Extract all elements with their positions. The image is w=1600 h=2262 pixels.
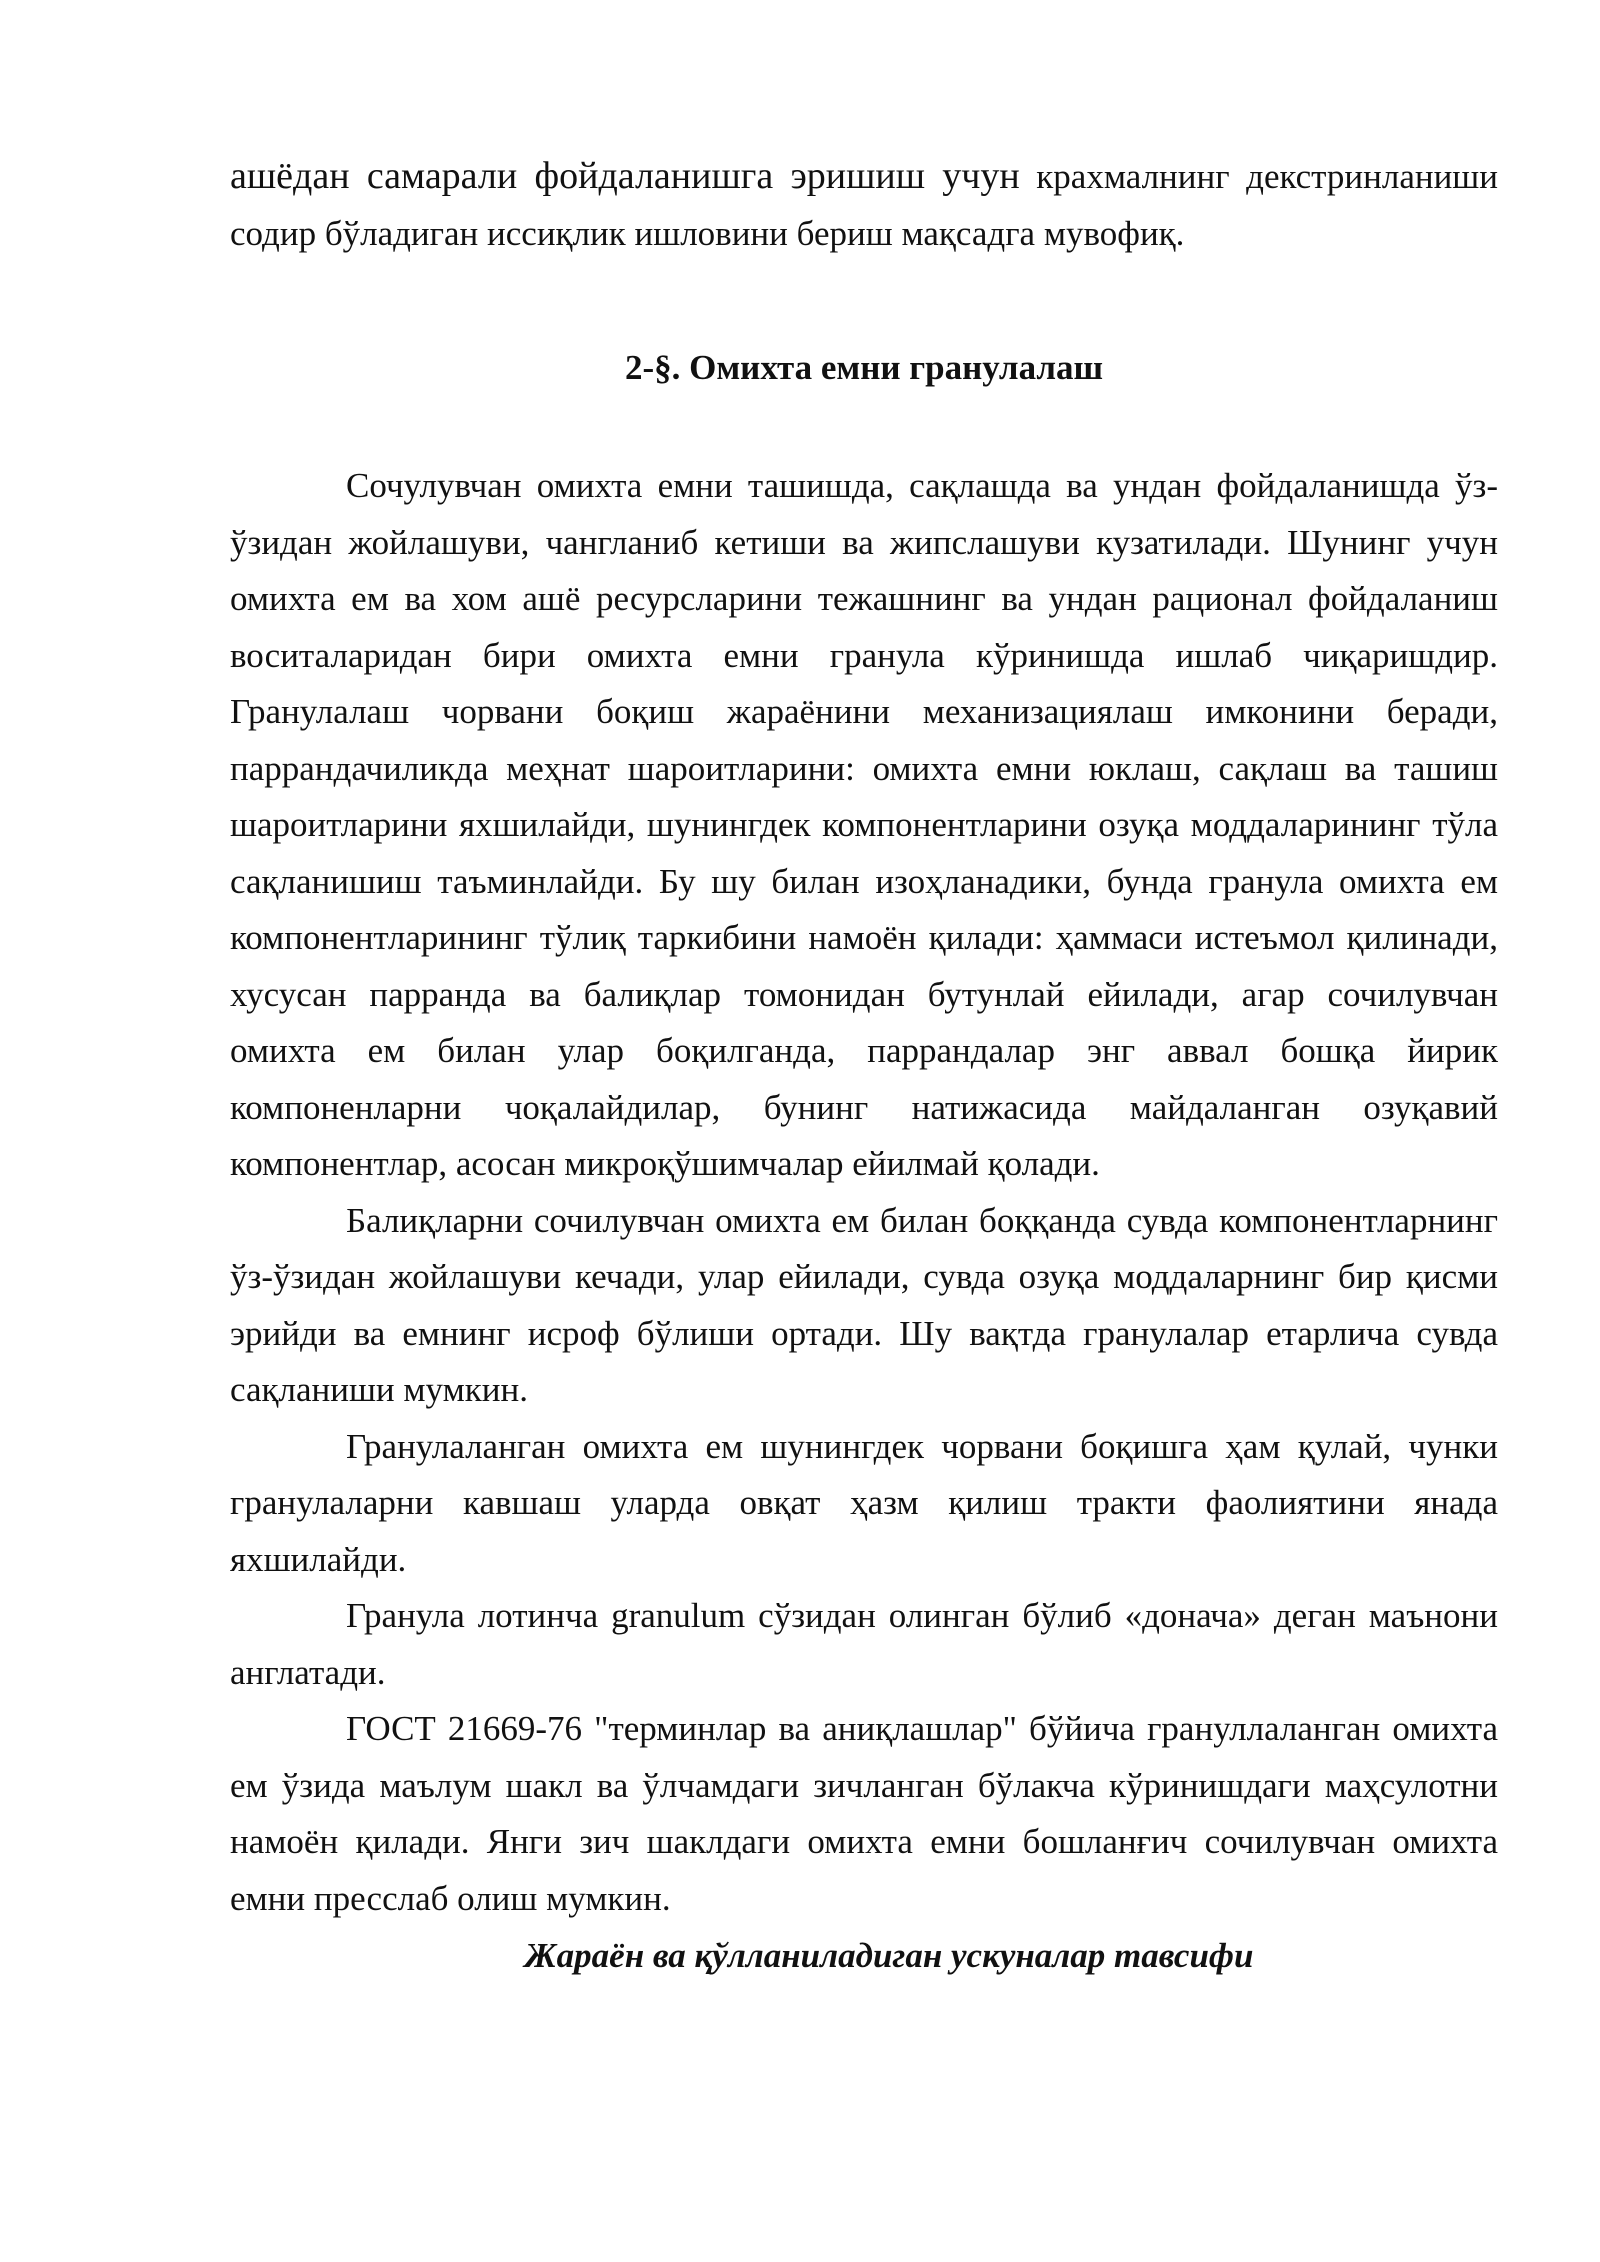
- body-paragraph-2: Балиқларни сочилувчан омихта ем билан боққанда сувда компонентларнинг ўз-ўзидан жойлашуви кечади, улар ейилади, сувда озуқа моддаларнинг бир қисми эрийди ва емнинг исроф бўлиши ортади. Шу вақтда гранулалар етарлича сувда сақланиши мумкин.: [230, 1200, 1498, 1409]
- body-paragraph-1: Сочулувчан омихта емни ташишда, сақлашда ва ундан фойдаланишда ўз-ўзидан жойлашуви, чангланиб кетиши ва жипслашуви кузатилади. Шунинг учун омихта ем ва хом ашё ресурсларини тежашнинг ва ундан рационал фойдаланиш воситаларидан бири омихта емни гранула кўринишда ишлаб чиқаришдир. Гранулалаш чорвани боқиш жараёнини механизациялаш имконини беради, паррандачиликда меҳнат шароитларини: омихта емни юклаш, сақлаш ва ташиш шароитларини яхшилайди, шунингдек компонентларини озуқа моддаларининг тўла сақланишиш таъминлайди. Бу шу билан изоҳланадики, бунда гранула омихта ем компонентларининг тўлиқ таркибини намоён қилади: ҳаммаси истеъмол қилинади, хусусан парранда ва балиқлар томонидан бутунлай ейилади, агар сочилувчан омихта ем билан улар боқилганда, паррандалар энг аввал бошқа йирик компоненларни чоқалайдилар, бунинг натижасида майдаланган озуқавий компонентлар, асосан микроқўшимчалар ейилмай қолади.: [230, 466, 1498, 1183]
- intro-rest-text: крахмалнинг декстринланиши содир бўладиган иссиқлик ишловини бериш мақсадга мувофиқ.: [230, 157, 1498, 253]
- section-title: 2-§. Омихта емни гранулалаш: [624, 348, 1104, 387]
- body-paragraph-4: Гранула лотинча granulum сўзидан олинган бўлиб «донача» деган маънони англатади.: [230, 1596, 1498, 1692]
- body-paragraph-5: ГОСТ 21669-76 "терминлар ва аниқлашлар" бўйича грануллаланган омихта ем ўзида маълум шакл ва ўлчамдаги зичланган бўлакча кўринишдаги маҳсулотни намоён қилади. Янги зич шаклдаги омихта емни бошланғич сочилувчан омихта емни пресслаб олиш мумкин.: [230, 1709, 1498, 1918]
- spacer: [230, 396, 1498, 458]
- intro-paragraph: [230, 148, 1498, 262]
- spacer: [230, 262, 1498, 340]
- intro-lead-text: ашёдан самарали фойдаланишга эришиш учун: [230, 155, 1020, 197]
- body-paragraph-3: Гранулаланган омихта ем шунингдек чорвани боқишга ҳам қулай, чунки гранулаларни кавшаш уларда овқат ҳазм қилиш тракти фаолиятини янада яхшилайди.: [230, 1426, 1498, 1579]
- document-page: [230, 148, 1498, 1985]
- subsection-title: Жараён ва қўлланиладиган ускуналар тавсифи: [524, 1936, 1254, 1975]
